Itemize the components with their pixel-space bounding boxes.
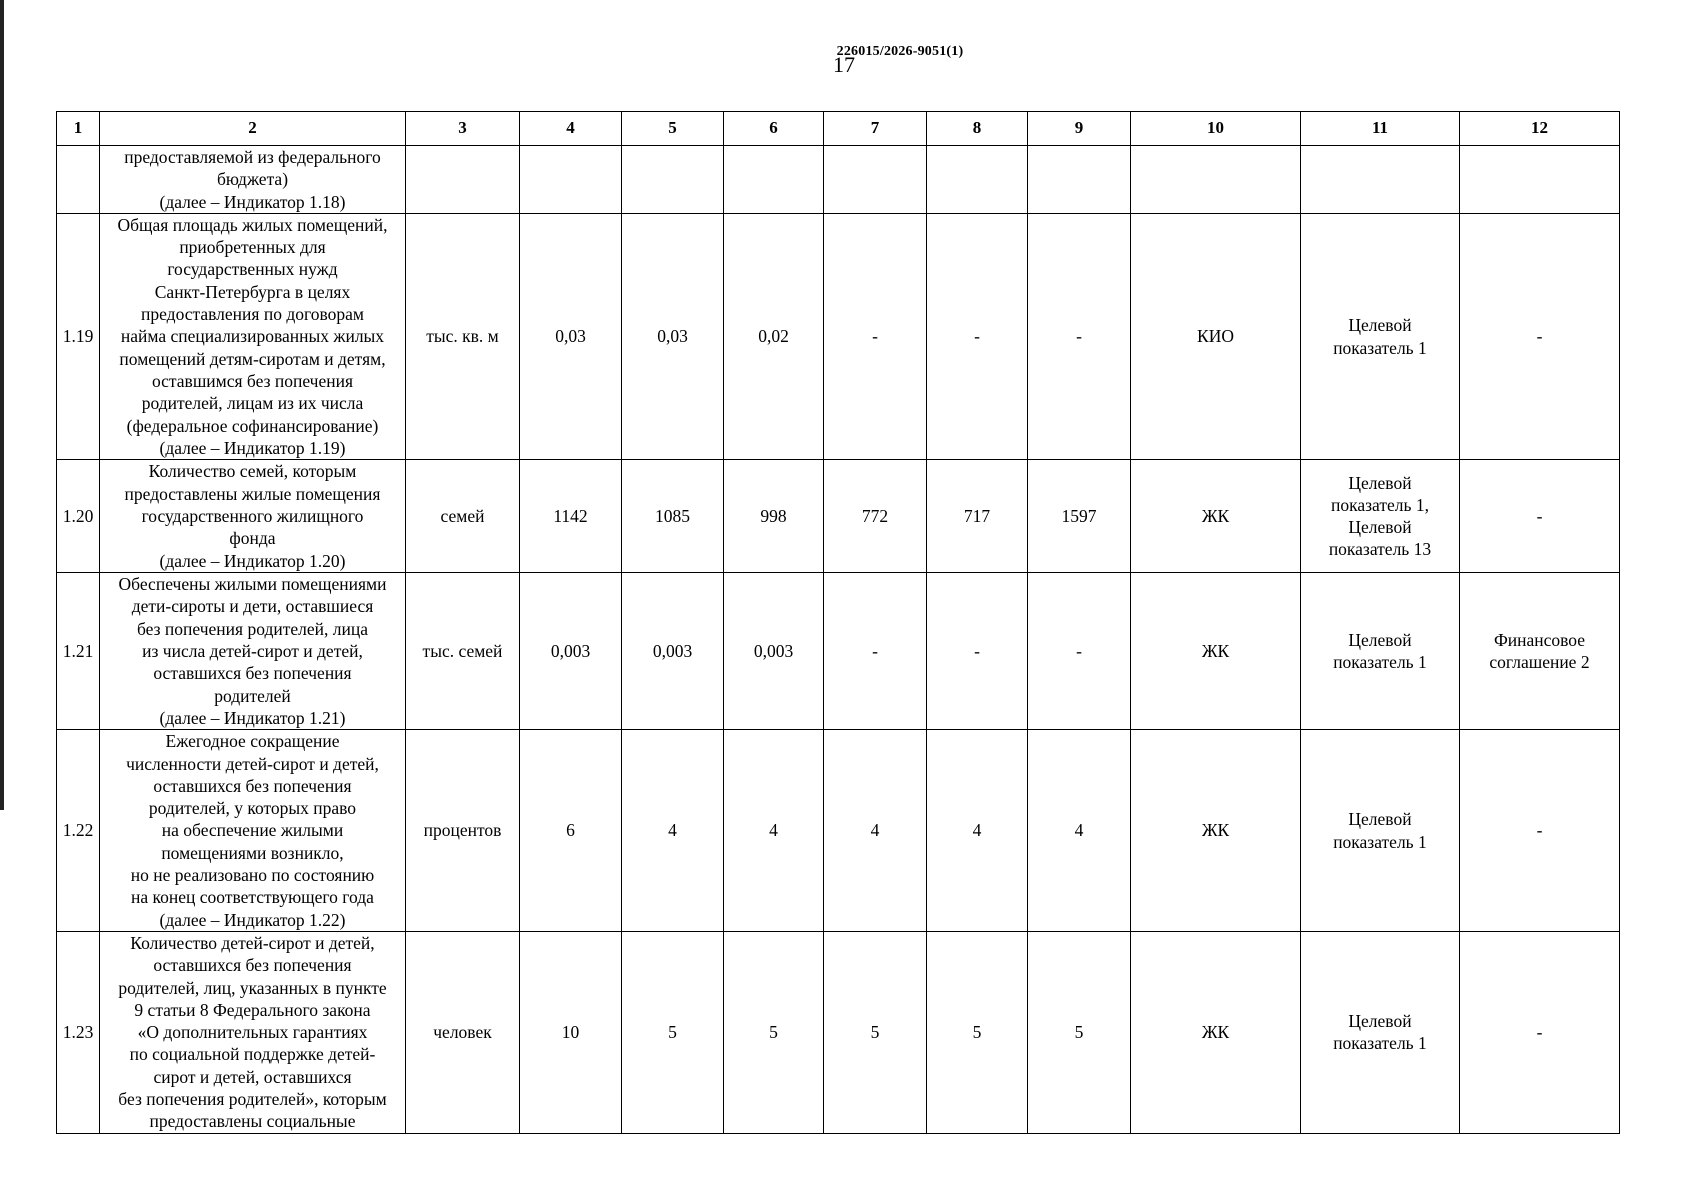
table-row bbox=[57, 460, 1620, 573]
indicator-number: 1.20 bbox=[57, 460, 100, 573]
value-cell-7: - bbox=[824, 573, 927, 730]
agreement-cell bbox=[1460, 730, 1620, 932]
column-header-6: 6 bbox=[724, 112, 824, 146]
indicator-name-line: родителей, у которых право bbox=[148, 798, 357, 819]
indicator-name-line: «О дополнительных гарантиях bbox=[137, 1022, 368, 1043]
value-cell-6: 0,003 bbox=[724, 573, 824, 730]
value-cell-5 bbox=[622, 146, 724, 214]
indicator-name-line: на обеспечение жилыми bbox=[161, 820, 344, 841]
target-indicator-cell-line: показатель 1 bbox=[1333, 652, 1427, 673]
target-indicator-cell-line: Целевой bbox=[1348, 472, 1412, 493]
indicator-name-line: (далее – Индикатор 1.20) bbox=[159, 550, 346, 571]
column-header-3: 3 bbox=[406, 112, 520, 146]
target-indicator-cell-line: показатель 1, bbox=[1331, 494, 1429, 515]
column-header-10: 10 bbox=[1131, 112, 1301, 146]
indicator-name bbox=[100, 146, 406, 214]
indicator-name-line: родителей bbox=[214, 685, 291, 706]
responsible-cell: ЖК bbox=[1131, 573, 1301, 730]
indicator-name-line: Количество детей-сирот и детей, bbox=[130, 932, 375, 953]
target-indicator-cell bbox=[1301, 460, 1460, 573]
target-indicator-cell bbox=[1301, 730, 1460, 932]
indicator-name bbox=[100, 573, 406, 730]
indicator-name-line: 9 статьи 8 Федерального закона bbox=[134, 999, 371, 1020]
value-cell-4: 0,03 bbox=[520, 213, 622, 459]
column-header-2: 2 bbox=[100, 112, 406, 146]
value-cell-7: 5 bbox=[824, 931, 927, 1133]
value-cell-8 bbox=[927, 146, 1028, 214]
agreement-cell bbox=[1460, 460, 1620, 573]
value-cell-5: 0,03 bbox=[622, 213, 724, 459]
indicator-name-line: фонда bbox=[229, 528, 276, 549]
target-indicator-cell bbox=[1301, 213, 1460, 459]
responsible-cell: ЖК bbox=[1131, 460, 1301, 573]
value-cell-8: - bbox=[927, 213, 1028, 459]
target-indicator-cell-line: Целевой bbox=[1348, 629, 1412, 650]
value-cell-8: 717 bbox=[927, 460, 1028, 573]
indicator-name-line: из числа детей-сирот и детей, bbox=[142, 641, 363, 662]
agreement-cell-line: - bbox=[1536, 326, 1543, 347]
indicator-name-line: (далее – Индикатор 1.22) bbox=[159, 909, 346, 930]
indicator-name-line: оставшихся без попечения bbox=[153, 775, 352, 796]
indicator-name-line: по социальной поддержке детей- bbox=[129, 1044, 376, 1065]
indicator-name-line: родителей, лиц, указанных в пункте bbox=[118, 977, 387, 998]
value-cell-8: 5 bbox=[927, 931, 1028, 1133]
header-row bbox=[57, 112, 1620, 146]
indicator-name-line: без попечения родителей», которым bbox=[118, 1088, 387, 1109]
column-header-4: 4 bbox=[520, 112, 622, 146]
table-row bbox=[57, 213, 1620, 459]
agreement-cell-line: - bbox=[1536, 506, 1543, 526]
agreement-cell-line: Финансовое bbox=[1493, 629, 1586, 650]
indicator-name bbox=[100, 931, 406, 1133]
value-cell-5: 5 bbox=[622, 931, 724, 1133]
indicator-name-line: предоставлены жилые помещения bbox=[124, 483, 381, 504]
value-cell-4: 1142 bbox=[520, 460, 622, 573]
indicator-name-line: (федеральное софинансирование) bbox=[126, 415, 379, 436]
value-cell-9: 1597 bbox=[1028, 460, 1131, 573]
responsible-cell: ЖК bbox=[1131, 730, 1301, 932]
indicator-name bbox=[100, 460, 406, 573]
indicator-name-line: помещений детям-сиротам и детям, bbox=[119, 348, 386, 369]
target-indicator-cell-line: Целевой bbox=[1348, 1010, 1412, 1031]
agreement-cell-line: - bbox=[1536, 820, 1543, 841]
indicator-name-line: найма специализированных жилых bbox=[120, 326, 385, 347]
indicator-name-line: без попечения родителей, лица bbox=[136, 618, 368, 639]
column-header-1: 1 bbox=[57, 112, 100, 146]
responsible-cell bbox=[1131, 146, 1301, 214]
responsible-cell: КИО bbox=[1131, 213, 1301, 459]
indicator-name-line: Санкт-Петербурга в целях bbox=[154, 281, 351, 302]
indicator-name-line: оставшихся без попечения bbox=[153, 955, 352, 976]
indicator-name-line: но не реализовано по состоянию bbox=[130, 865, 375, 886]
indicator-name-line: предоставляемой из федерального bbox=[124, 147, 381, 167]
agreement-cell bbox=[1460, 931, 1620, 1133]
indicator-name-line: родителей, лицам из их числа bbox=[141, 393, 364, 414]
scan-edge-shadow bbox=[0, 0, 4, 810]
unit-cell: тыс. семей bbox=[406, 573, 520, 730]
value-cell-6: 4 bbox=[724, 730, 824, 932]
indicator-number: 1.21 bbox=[57, 573, 100, 730]
indicator-name-line: Общая площадь жилых помещений, bbox=[117, 214, 388, 235]
value-cell-4: 6 bbox=[520, 730, 622, 932]
column-header-8: 8 bbox=[927, 112, 1028, 146]
target-indicator-cell-line: Целевой bbox=[1348, 809, 1412, 830]
value-cell-9: - bbox=[1028, 573, 1131, 730]
target-indicator-cell-line: показатель 1 bbox=[1333, 337, 1427, 358]
value-cell-4: 10 bbox=[520, 931, 622, 1133]
value-cell-8: 4 bbox=[927, 730, 1028, 932]
indicator-name-line: помещениями возникло, bbox=[161, 842, 344, 863]
unit-cell: процентов bbox=[406, 730, 520, 932]
indicator-name-line: оставшихся без попечения bbox=[153, 663, 352, 684]
table-row bbox=[57, 573, 1620, 730]
unit-cell: человек bbox=[406, 931, 520, 1133]
target-indicator-cell-line: показатель 13 bbox=[1328, 539, 1432, 560]
indicator-name-line: государственного жилищного bbox=[141, 506, 364, 526]
indicator-name-line: оставшимся без попечения bbox=[151, 370, 354, 391]
value-cell-9: 5 bbox=[1028, 931, 1131, 1133]
value-cell-7: - bbox=[824, 213, 927, 459]
value-cell-4 bbox=[520, 146, 622, 214]
value-cell-8: - bbox=[927, 573, 1028, 730]
column-header-11: 11 bbox=[1301, 112, 1460, 146]
value-cell-4: 0,003 bbox=[520, 573, 622, 730]
value-cell-9: 4 bbox=[1028, 730, 1131, 932]
table-row bbox=[57, 730, 1620, 932]
table-row bbox=[57, 146, 1620, 214]
indicator-number bbox=[57, 146, 100, 214]
agreement-cell bbox=[1460, 573, 1620, 730]
target-indicator-cell-line: показатель 1 bbox=[1333, 1033, 1427, 1054]
indicator-name-line: на конец соответствующего года bbox=[131, 887, 374, 908]
value-cell-9 bbox=[1028, 146, 1131, 214]
value-cell-6: 998 bbox=[724, 460, 824, 573]
responsible-cell: ЖК bbox=[1131, 931, 1301, 1133]
indicator-name-line: предоставлены социальные bbox=[149, 1111, 356, 1132]
indicator-name-line: численности детей-сирот и детей, bbox=[126, 753, 379, 774]
column-header-12: 12 bbox=[1460, 112, 1620, 146]
table-row bbox=[57, 931, 1620, 1133]
indicator-name bbox=[100, 213, 406, 459]
agreement-cell bbox=[1460, 213, 1620, 459]
target-indicator-cell-line: Целевой bbox=[1348, 315, 1412, 336]
indicator-name-line: Ежегодное сокращение bbox=[165, 731, 340, 752]
indicator-name-line: Количество семей, которым bbox=[148, 461, 357, 482]
indicator-name-line: (далее – Индикатор 1.19) bbox=[159, 437, 346, 458]
value-cell-7: 772 bbox=[824, 460, 927, 573]
value-cell-5: 0,003 bbox=[622, 573, 724, 730]
indicator-name-line: сирот и детей, оставшихся bbox=[153, 1066, 352, 1087]
indicator-number: 1.23 bbox=[57, 931, 100, 1133]
value-cell-9: - bbox=[1028, 213, 1131, 459]
value-cell-6: 5 bbox=[724, 931, 824, 1133]
table-body bbox=[57, 146, 1620, 1134]
indicator-name-line: предоставления по договорам bbox=[141, 304, 364, 325]
indicator-name-line: бюджета) bbox=[216, 169, 289, 190]
value-cell-6: 0,02 bbox=[724, 213, 824, 459]
indicator-name-line: государственных нужд bbox=[167, 259, 338, 280]
indicator-name-line: (далее – Индикатор 1.21) bbox=[159, 707, 346, 728]
target-indicator-cell bbox=[1301, 931, 1460, 1133]
indicator-number: 1.19 bbox=[57, 213, 100, 459]
unit-cell: семей bbox=[406, 460, 520, 573]
indicator-name-line: Обеспечены жилыми помещениями bbox=[118, 574, 387, 595]
indicators-table bbox=[56, 111, 1620, 1134]
indicator-number: 1.22 bbox=[57, 730, 100, 932]
target-indicator-cell-line: показатель 1 bbox=[1333, 831, 1427, 852]
value-cell-5: 4 bbox=[622, 730, 724, 932]
target-indicator-cell bbox=[1301, 146, 1460, 214]
indicator-name-line: приобретенных для bbox=[179, 237, 326, 258]
value-cell-7 bbox=[824, 146, 927, 214]
unit-cell: тыс. кв. м bbox=[406, 213, 520, 459]
value-cell-5: 1085 bbox=[622, 460, 724, 573]
column-header-5: 5 bbox=[622, 112, 724, 146]
agreement-cell-line: - bbox=[1536, 1022, 1543, 1043]
indicator-name-line: (далее – Индикатор 1.18) bbox=[159, 191, 346, 212]
page-number: 17 bbox=[833, 52, 855, 77]
indicator-name-line: дети-сироты и дети, оставшиеся bbox=[131, 596, 374, 617]
unit-cell bbox=[406, 146, 520, 214]
column-header-7: 7 bbox=[824, 112, 927, 146]
value-cell-7: 4 bbox=[824, 730, 927, 932]
value-cell-6 bbox=[724, 146, 824, 214]
agreement-cell-line: соглашение 2 bbox=[1489, 652, 1590, 673]
indicator-name bbox=[100, 730, 406, 932]
target-indicator-cell-line: Целевой bbox=[1348, 517, 1412, 538]
document-stamp: 226015/2026-9051(1) bbox=[836, 44, 964, 59]
agreement-cell bbox=[1460, 146, 1620, 214]
column-header-9: 9 bbox=[1028, 112, 1131, 146]
target-indicator-cell bbox=[1301, 573, 1460, 730]
